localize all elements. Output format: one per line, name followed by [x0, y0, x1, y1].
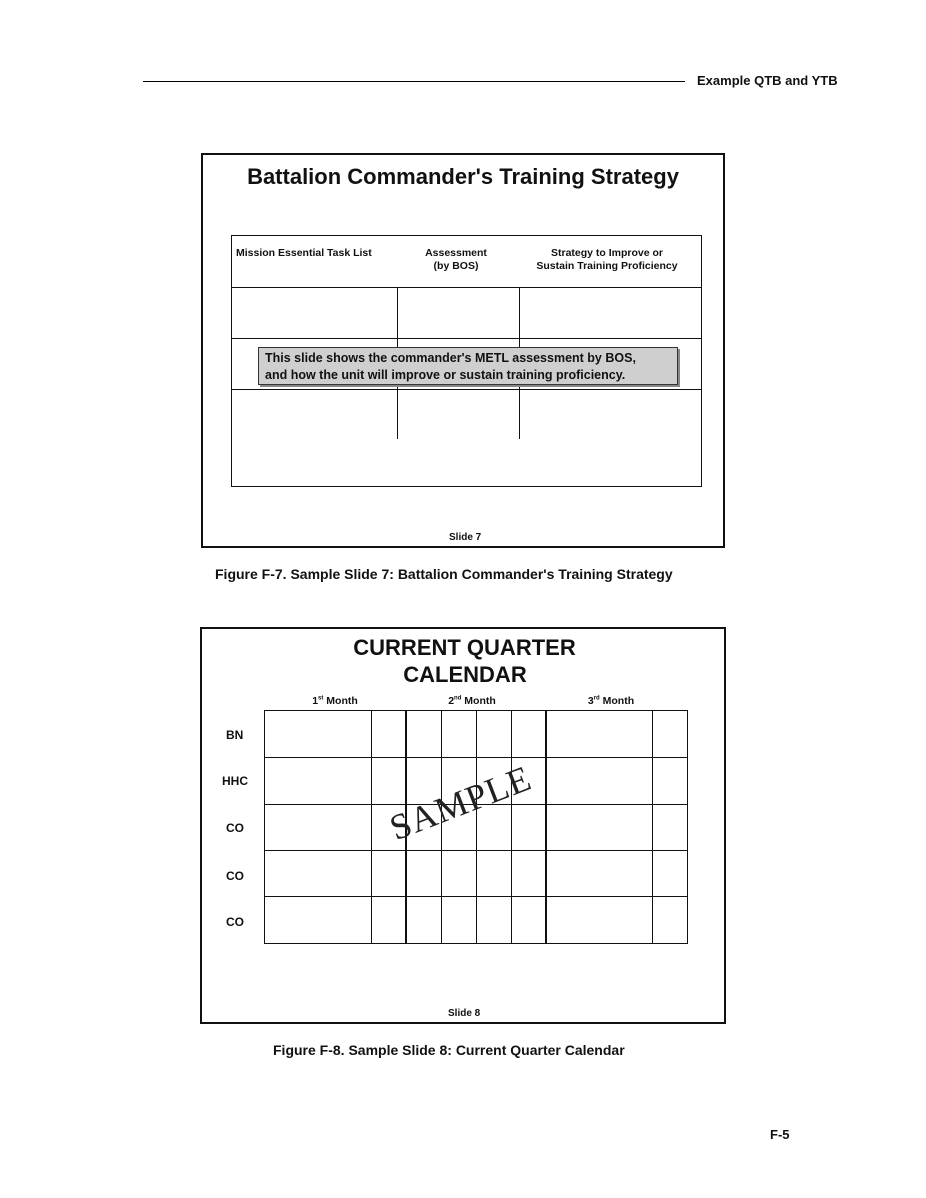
- row-label-co: CO: [226, 869, 244, 883]
- slide-7-label: Slide 7: [449, 532, 482, 543]
- col-header-assessment-line2: (by BOS): [433, 260, 479, 272]
- section-title: Example QTB and YTB: [697, 73, 838, 88]
- sample-watermark: SAMPLE: [384, 757, 537, 849]
- col-header-assessment: [402, 247, 510, 273]
- slide-7-title: Battalion Commander's Training Strategy: [247, 164, 679, 189]
- grid-col-rule: [652, 711, 653, 943]
- slide-8-title-line2: CALENDAR: [403, 662, 527, 687]
- table-rule: [232, 287, 702, 288]
- grid-col-rule: [476, 711, 477, 943]
- month-header-1: 1st Month: [312, 695, 358, 707]
- row-label-co: CO: [226, 821, 244, 835]
- slide-8-title: [202, 634, 728, 688]
- col-header-metl-text: Mission Essential Task List: [236, 247, 372, 259]
- row-label-bn: BN: [226, 728, 244, 742]
- month-header-3: 3rd Month: [587, 695, 635, 707]
- slide-8-title-line1: CURRENT QUARTER: [353, 635, 576, 660]
- page-number: F-5: [770, 1127, 790, 1142]
- grid-month-divider: [545, 711, 547, 943]
- note-line-1: This slide shows the commander's METL assessment by BOS,: [265, 351, 636, 365]
- slide-7-note: [258, 347, 678, 385]
- col-header-strategy-line2: Sustain Training Proficiency: [536, 260, 678, 272]
- table-rule: [232, 338, 702, 339]
- col-header-metl: [236, 247, 396, 260]
- slide-7: [201, 153, 725, 548]
- grid-col-rule: [371, 711, 372, 943]
- row-label-co: CO: [226, 915, 244, 929]
- col-header-strategy-line1: Strategy to Improve or: [550, 247, 664, 259]
- slide-8: [200, 627, 726, 1024]
- figure-7-caption: Figure F-7. Sample Slide 7: Battalion Commander's Training Strategy: [215, 566, 673, 582]
- note-line-2: and how the unit will improve or sustain training proficiency.: [265, 368, 626, 382]
- figure-8-caption: Figure F-8. Sample Slide 8: Current Quarter Calendar: [273, 1042, 625, 1058]
- col-header-assessment-line1: Assessment: [425, 247, 487, 259]
- header-rule: [143, 81, 685, 82]
- month-header-2: 2nd Month: [448, 695, 496, 707]
- slide-8-label: Slide 8: [448, 1008, 481, 1019]
- table-rule: [232, 389, 702, 390]
- row-label-hhc: HHC: [222, 774, 248, 788]
- grid-col-rule: [511, 711, 512, 943]
- calendar-grid: [264, 710, 688, 944]
- col-header-strategy: [522, 247, 692, 273]
